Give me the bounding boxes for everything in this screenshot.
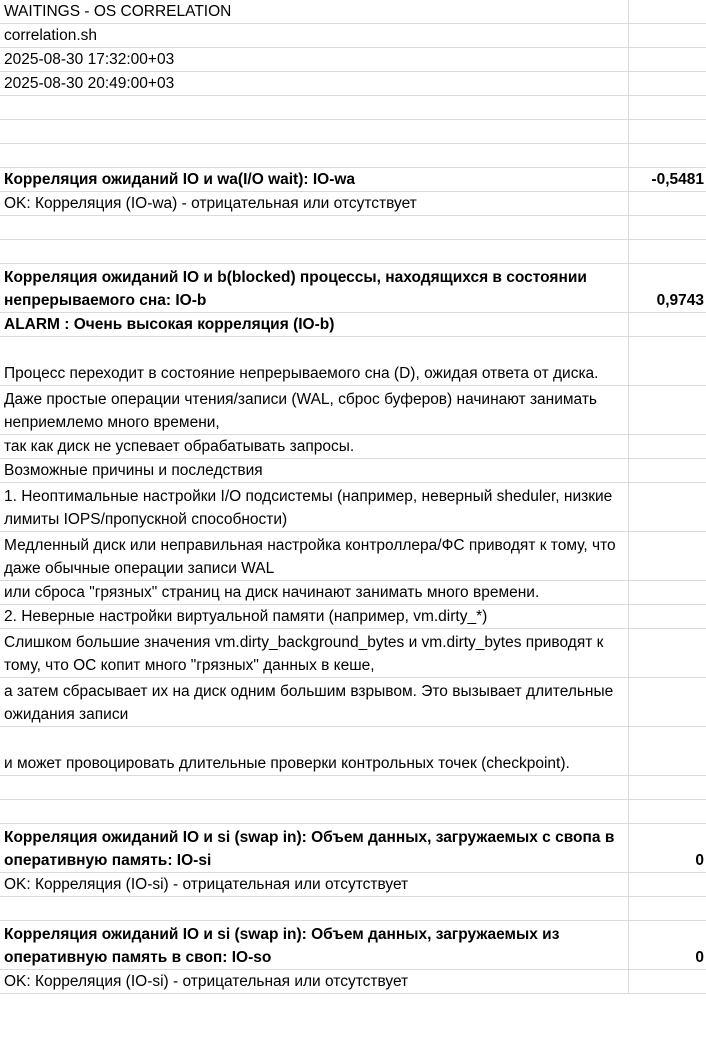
io-b-line-cell[interactable]: Слишком большие значения vm.dirty_background_bytes и vm.dirty_bytes приводят к тому, что ОС копит много "грязных" данных в кеше, [0, 629, 629, 678]
io-si-heading-cell[interactable]: Корреляция ожиданий IO и si (swap in): Объем данных, загружаемых с свопа в оперативную память: IO-si [0, 824, 629, 873]
table-row [0, 264, 706, 313]
empty-cell[interactable] [629, 240, 706, 264]
table-row [0, 970, 706, 994]
table-row [0, 337, 706, 386]
empty-cell[interactable] [629, 678, 706, 727]
empty-cell[interactable] [629, 216, 706, 240]
empty-cell[interactable] [629, 144, 706, 168]
empty-cell[interactable] [0, 776, 629, 800]
io-b-line-cell[interactable]: 1. Неоптимальные настройки I/O подсистемы (например, неверный sheduler, низкие лимиты IOPS/пропускной способности) [0, 483, 629, 532]
table-row [0, 776, 706, 800]
empty-cell[interactable] [0, 144, 629, 168]
empty-cell[interactable] [629, 192, 706, 216]
table-row [0, 48, 706, 72]
table-row [0, 435, 706, 459]
empty-cell[interactable] [629, 0, 706, 24]
script-name-cell[interactable]: correlation.sh [0, 24, 629, 48]
empty-cell[interactable] [0, 216, 629, 240]
table-row [0, 459, 706, 483]
empty-cell[interactable] [629, 605, 706, 629]
table-row [0, 605, 706, 629]
io-b-line-cell[interactable]: Даже простые операции чтения/записи (WAL, сброс буферов) начинают занимать неприемлемо много времени, [0, 386, 629, 435]
table-row [0, 581, 706, 605]
empty-cell[interactable] [629, 897, 706, 921]
empty-cell[interactable] [629, 386, 706, 435]
empty-cell[interactable] [629, 72, 706, 96]
table-row [0, 629, 706, 678]
io-b-line-cell[interactable]: или сброса "грязных" страниц на диск начинают занимать много времени. [0, 581, 629, 605]
table-row [0, 216, 706, 240]
start-time-cell[interactable]: 2025-08-30 17:32:00+03 [0, 48, 629, 72]
io-b-line-cell[interactable]: а затем сбрасывает их на диск одним большим взрывом. Это вызывает длительные ожидания записи [0, 678, 629, 727]
empty-cell[interactable] [0, 120, 629, 144]
table-row [0, 120, 706, 144]
io-so-value-cell[interactable]: 0 [629, 921, 706, 970]
io-so-status-cell[interactable]: OK: Корреляция (IO-si) - отрицательная или отсутствует [0, 970, 629, 994]
table-row [0, 240, 706, 264]
empty-cell[interactable] [0, 897, 629, 921]
io-wa-status-cell[interactable]: OK: Корреляция (IO-wa) - отрицательная или отсутствует [0, 192, 629, 216]
io-b-line-cell[interactable]: Возможные причины и последствия [0, 459, 629, 483]
empty-cell[interactable] [629, 727, 706, 776]
io-si-status-cell[interactable]: OK: Корреляция (IO-si) - отрицательная или отсутствует [0, 873, 629, 897]
empty-cell[interactable] [629, 970, 706, 994]
io-b-value-cell[interactable]: 0,9743 [629, 264, 706, 313]
table-row [0, 873, 706, 897]
table-row [0, 800, 706, 824]
empty-cell[interactable] [629, 483, 706, 532]
table-row [0, 96, 706, 120]
io-wa-heading-cell[interactable]: Корреляция ожиданий IO и wa(I/O wait): IO-wa [0, 168, 629, 192]
table-row [0, 824, 706, 873]
empty-cell[interactable] [629, 629, 706, 678]
table-row [0, 0, 706, 24]
report-title-cell[interactable]: WAITINGS - OS CORRELATION [0, 0, 629, 24]
io-b-line-cell[interactable]: Медленный диск или неправильная настройка контроллера/ФС приводят к тому, что даже обычные операции записи WAL [0, 532, 629, 581]
table-row [0, 313, 706, 337]
io-wa-value-cell[interactable]: -0,5481 [629, 168, 706, 192]
io-b-alarm-cell[interactable]: ALARM : Очень высокая корреляция (IO-b) [0, 313, 629, 337]
empty-cell[interactable] [629, 120, 706, 144]
table-row [0, 72, 706, 96]
io-b-line-cell[interactable]: 2. Неверные настройки виртуальной памяти (например, vm.dirty_*) [0, 605, 629, 629]
empty-cell[interactable] [629, 24, 706, 48]
table-row [0, 678, 706, 727]
empty-cell[interactable] [629, 532, 706, 581]
empty-cell[interactable] [629, 48, 706, 72]
empty-cell[interactable] [629, 459, 706, 483]
empty-cell[interactable] [0, 96, 629, 120]
empty-cell[interactable] [629, 96, 706, 120]
io-b-line-cell[interactable]: и может провоцировать длительные проверки контрольных точек (checkpoint). [0, 727, 629, 776]
table-row [0, 483, 706, 532]
table-row [0, 897, 706, 921]
table-row [0, 386, 706, 435]
io-b-line-cell[interactable]: так как диск не успевает обрабатывать запросы. [0, 435, 629, 459]
table-row [0, 921, 706, 970]
empty-cell[interactable] [629, 800, 706, 824]
io-si-value-cell[interactable]: 0 [629, 824, 706, 873]
empty-cell[interactable] [629, 435, 706, 459]
table-row [0, 192, 706, 216]
table-row [0, 168, 706, 192]
empty-cell[interactable] [629, 776, 706, 800]
table-row [0, 144, 706, 168]
empty-cell[interactable] [629, 313, 706, 337]
io-so-heading-cell[interactable]: Корреляция ожиданий IO и si (swap in): Объем данных, загружаемых из оперативную память в своп: IO-so [0, 921, 629, 970]
empty-cell[interactable] [0, 800, 629, 824]
empty-cell[interactable] [629, 873, 706, 897]
table-row [0, 727, 706, 776]
io-b-line-cell[interactable]: Процесс переходит в состояние непрерываемого сна (D), ожидая ответа от диска. [0, 337, 629, 386]
io-b-heading-cell[interactable]: Корреляция ожиданий IO и b(blocked) процессы, находящихся в состоянии непрерываемого сна: IO-b [0, 264, 629, 313]
empty-cell[interactable] [629, 337, 706, 386]
end-time-cell[interactable]: 2025-08-30 20:49:00+03 [0, 72, 629, 96]
table-row [0, 532, 706, 581]
empty-cell[interactable] [629, 581, 706, 605]
table-row [0, 24, 706, 48]
empty-cell[interactable] [0, 240, 629, 264]
